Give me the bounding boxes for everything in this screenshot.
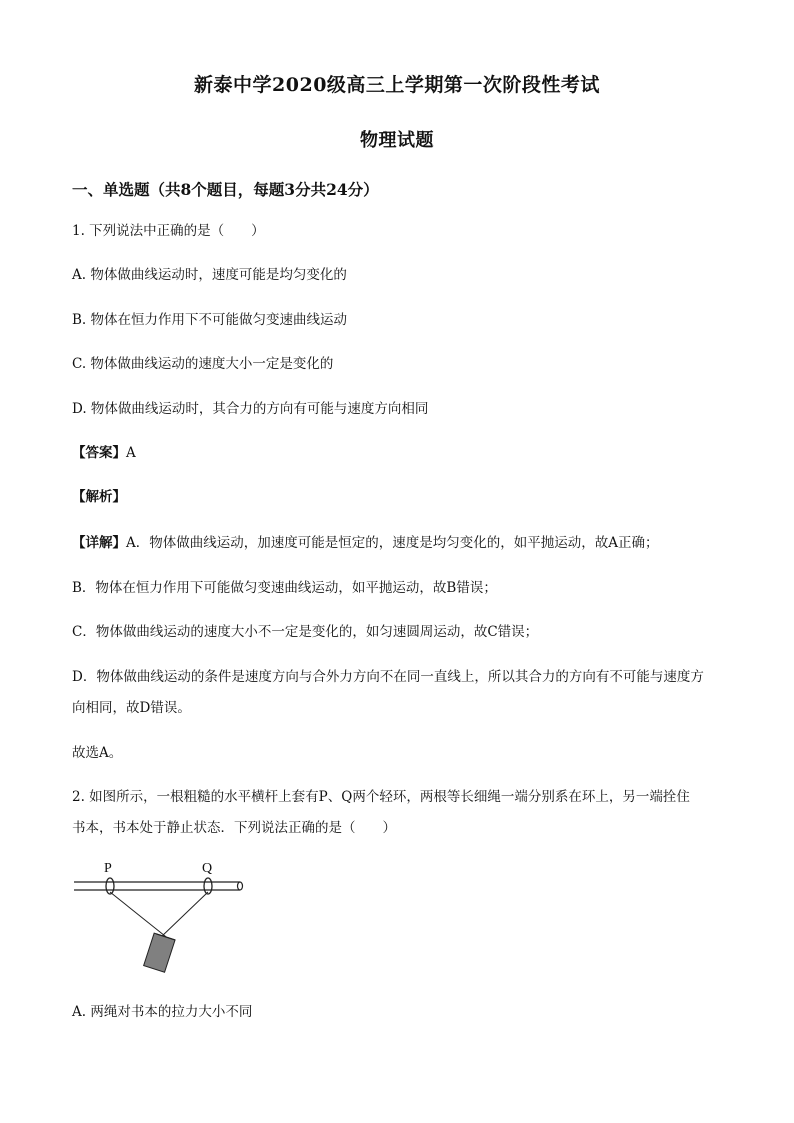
detail-line-2: B．物体在恒力作用下可能做匀变速曲线运动，如平抛运动，故B错误； — [72, 580, 497, 596]
detail-line-5: 向相同，故D错误。 — [72, 700, 191, 716]
exam-subtitle: 物理试题 — [360, 130, 434, 151]
q1-option-c: C. 物体做曲线运动的速度大小一定是变化的 — [72, 356, 334, 372]
detail-line-1 — [72, 533, 659, 553]
detail-text-a: A．物体做曲线运动，加速度可能是恒定的，速度是均匀变化的，如平抛运动，故A正确； — [126, 535, 659, 551]
answer-label: 【答案】 — [72, 445, 126, 461]
q1-conclusion: 故选A。 — [72, 745, 123, 761]
analysis-label: 【解析】 — [72, 489, 126, 505]
rope-q — [160, 892, 208, 938]
exam-title: 新泰中学2020级高三上学期第一次阶段性考试 — [194, 74, 600, 96]
q1-option-d: D. 物体做曲线运动时，其合力的方向有可能与速度方向相同 — [72, 401, 429, 417]
answer-value: A — [126, 445, 136, 461]
detail-label: 【详解】 — [72, 535, 126, 551]
q2-figure — [70, 858, 250, 978]
q1-stem: 1. 下列说法中正确的是（ ） — [72, 223, 265, 239]
detail-line-3: C．物体做曲线运动的速度大小不一定是变化的，如匀速圆周运动，故C错误； — [72, 624, 539, 640]
section-heading: 一、单选题（共8个题目，每题3分共24分） — [72, 180, 379, 199]
label-q: Q — [202, 861, 213, 876]
q2-stem-line-1: 2. 如图所示，一根粗糙的水平横杆上套有P、Q两个轻环，两根等长细绳一端分别系在环上，另一端拴住 — [72, 789, 690, 805]
q2-option-a: A. 两绳对书本的拉力大小不同 — [72, 1004, 253, 1020]
q2-stem-line-2: 书本，书本处于静止状态．下列说法正确的是（ ） — [72, 820, 396, 836]
detail-line-4: D．物体做曲线运动的条件是速度方向与合外力方向不在同一直线上，所以其合力的方向有不可能与速度方 — [72, 669, 704, 685]
ring-p — [106, 878, 114, 894]
ring-q — [204, 878, 212, 894]
book — [144, 933, 175, 972]
q1-option-a: A. 物体做曲线运动时，速度可能是均匀变化的 — [72, 267, 347, 283]
q1-answer — [72, 443, 136, 463]
rope-p — [110, 892, 170, 940]
rod-end — [238, 882, 243, 890]
label-p: P — [104, 861, 112, 876]
q1-option-b: B. 物体在恒力作用下不可能做匀变速曲线运动 — [72, 312, 348, 328]
